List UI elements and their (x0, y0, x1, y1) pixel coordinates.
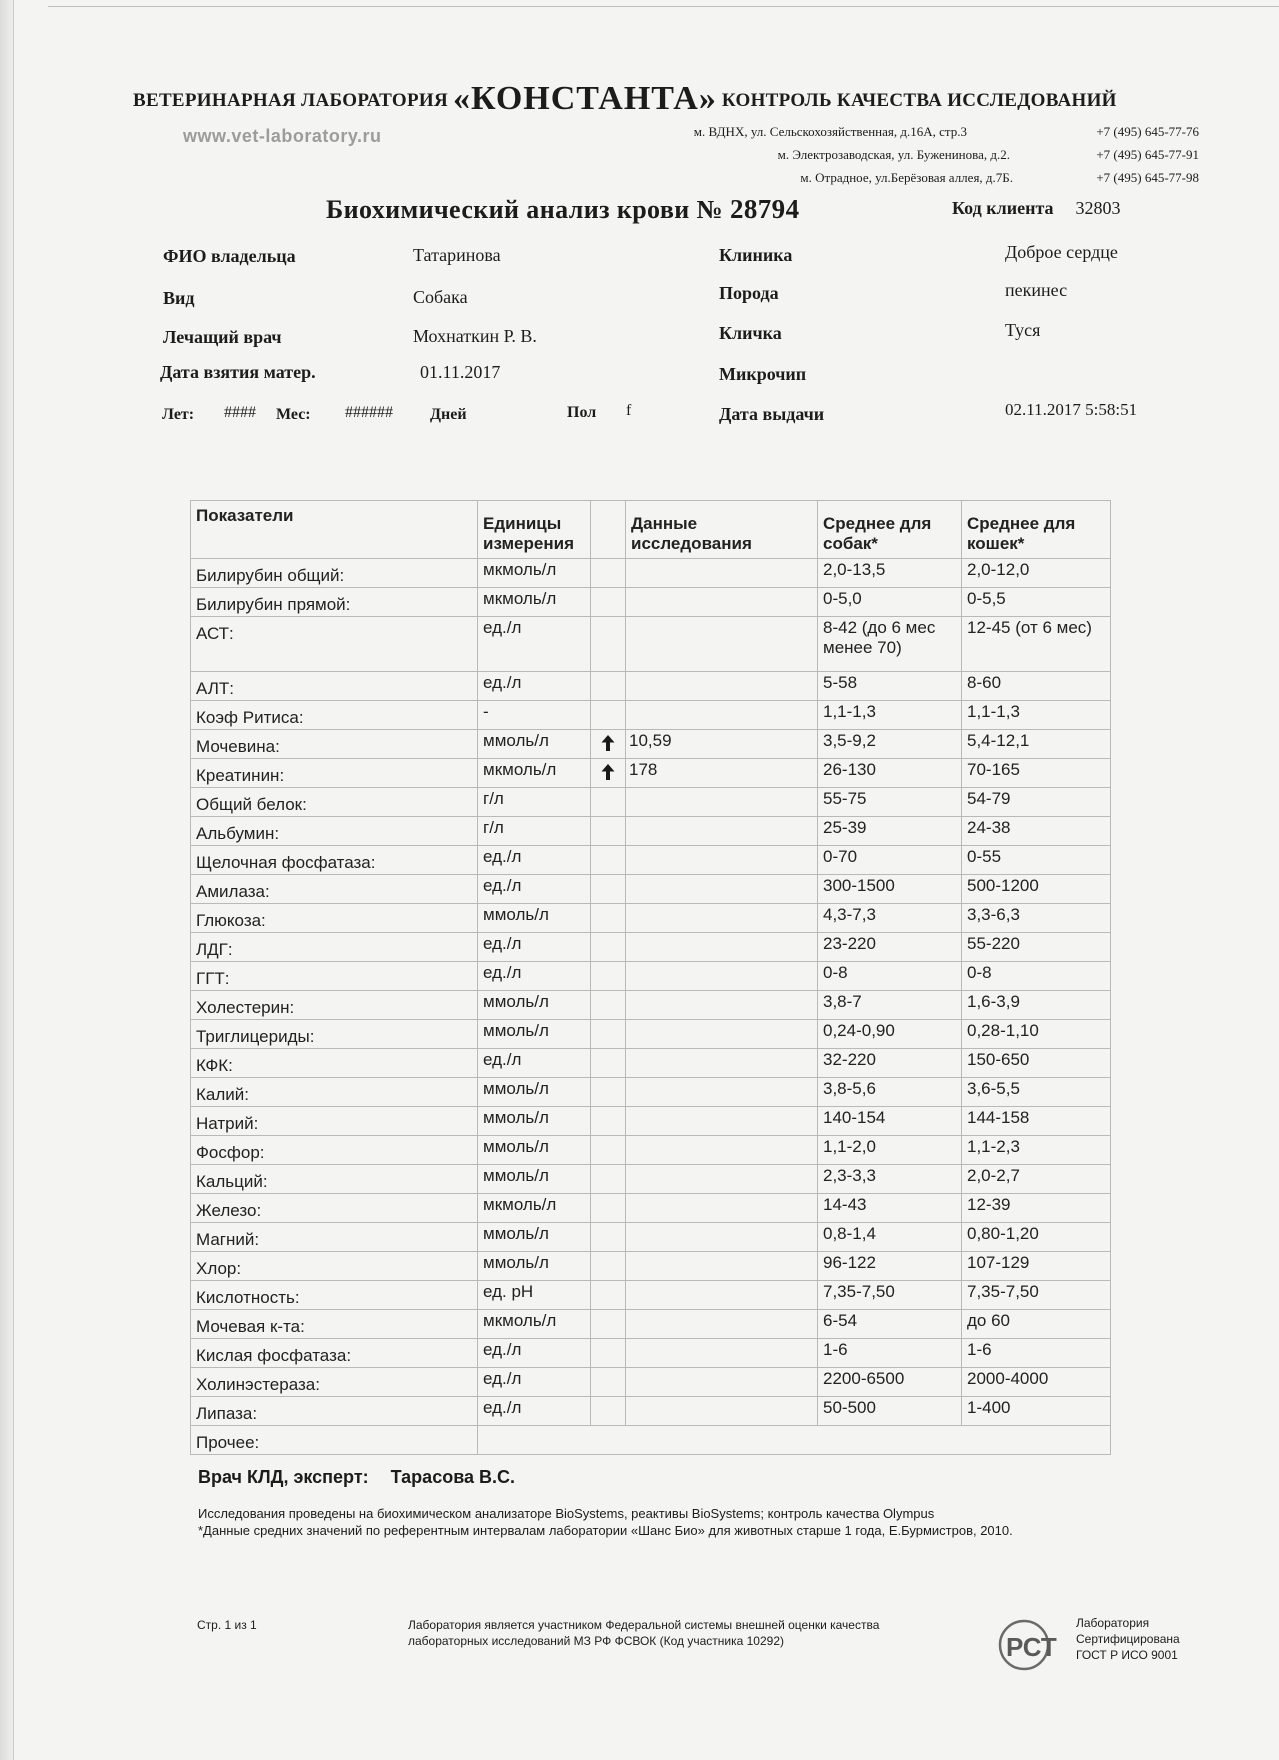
lab-website-link[interactable]: www.vet-laboratory.ru (183, 126, 382, 146)
dog-reference-cell: 5-58 (818, 672, 962, 701)
arrow-up-icon (600, 763, 616, 781)
table-row (191, 672, 1111, 701)
unit-cell: ед./л (478, 875, 591, 904)
indicator-name: Хлор: (191, 1252, 478, 1281)
dog-reference-cell: 50-500 (818, 1397, 962, 1426)
unit-cell: ед./л (478, 672, 591, 701)
dog-reference-cell: 0,24-0,90 (818, 1020, 962, 1049)
indicator-name: Триглицериды: (191, 1020, 478, 1049)
flag-cell (591, 1339, 626, 1368)
dog-reference-cell: 2,3-3,3 (818, 1165, 962, 1194)
data-value-cell (626, 991, 818, 1020)
phone-2: +7 (495) 645-77-91 (1096, 147, 1199, 162)
expert-name: Тарасова В.С. (390, 1467, 516, 1487)
expert-signature (198, 1467, 515, 1488)
cat-reference-cell: 1,6-3,9 (962, 991, 1111, 1020)
flag-cell (591, 1281, 626, 1310)
cat-reference-cell: 3,3-6,3 (962, 904, 1111, 933)
unit-cell: ммоль/л (478, 1078, 591, 1107)
table-row (191, 1252, 1111, 1281)
data-value-cell (626, 1397, 818, 1426)
sample-date-label: Дата взятия матер. (160, 362, 316, 382)
data-value-cell (626, 672, 818, 701)
document-number: 28794 (729, 194, 800, 224)
table-row (191, 1281, 1111, 1310)
data-value-cell (626, 1136, 818, 1165)
flag-cell (591, 730, 626, 759)
table-row (191, 846, 1111, 875)
years-label: Лет: (162, 406, 195, 423)
unit-cell: ммоль/л (478, 1165, 591, 1194)
fsvok-line-2: лабораторных исследований МЗ РФ ФСВОК (Код участника 10292) (408, 1634, 785, 1648)
client-code-label: Код клиента (952, 198, 1054, 218)
flag-cell (591, 875, 626, 904)
issue-date-value: 02.11.2017 5:58:51 (1005, 400, 1138, 419)
dog-reference-cell: 0-70 (818, 846, 962, 875)
results-table (190, 500, 1111, 1455)
cat-reference-cell: 107-129 (962, 1252, 1111, 1281)
dog-reference-cell: 55-75 (818, 788, 962, 817)
owner-value: Татаринова (413, 245, 501, 265)
indicator-name: Коэф Ритиса: (191, 701, 478, 730)
cat-reference-cell: 2,0-2,7 (962, 1165, 1111, 1194)
years-value: #### (224, 404, 256, 421)
breed-value: пекинес (1005, 280, 1068, 300)
phone-1: +7 (495) 645-77-76 (1096, 124, 1199, 139)
flag-cell (591, 788, 626, 817)
clinic-label: Клиника (719, 245, 793, 265)
unit-cell: г/л (478, 788, 591, 817)
clinic-value: Доброе сердце (1005, 242, 1118, 262)
flag-cell (591, 1136, 626, 1165)
other-value (478, 1426, 1111, 1455)
cat-reference-cell: 150-650 (962, 1049, 1111, 1078)
table-row (191, 817, 1111, 846)
months-label: Мес: (276, 406, 311, 423)
indicator-name: Билирубин общий: (191, 559, 478, 588)
cat-reference-cell: 1-400 (962, 1397, 1111, 1426)
flag-cell (591, 991, 626, 1020)
table-row (191, 617, 1111, 672)
flag-cell (591, 588, 626, 617)
cat-reference-cell: 144-158 (962, 1107, 1111, 1136)
data-value-cell (626, 1165, 818, 1194)
cat-reference-cell: 1-6 (962, 1339, 1111, 1368)
flag-cell (591, 701, 626, 730)
indicator-name: Магний: (191, 1223, 478, 1252)
header-data: Данные исследования (626, 501, 818, 559)
data-value-cell (626, 1194, 818, 1223)
flag-cell (591, 1310, 626, 1339)
indicator-name: Фосфор: (191, 1136, 478, 1165)
table-row (191, 991, 1111, 1020)
flag-cell (591, 1397, 626, 1426)
indicator-name: ГГТ: (191, 962, 478, 991)
dog-reference-cell: 7,35-7,50 (818, 1281, 962, 1310)
cert-line-1: Лаборатория (1076, 1616, 1150, 1630)
indicator-name: Железо: (191, 1194, 478, 1223)
flag-cell (591, 1107, 626, 1136)
indicator-name: ЛДГ: (191, 933, 478, 962)
months-value: ###### (345, 404, 393, 421)
cat-reference-cell: 0-8 (962, 962, 1111, 991)
cat-reference-cell: 12-39 (962, 1194, 1111, 1223)
dog-reference-cell: 26-130 (818, 759, 962, 788)
indicator-name: Калий: (191, 1078, 478, 1107)
cert-line-2: Сертифицирована (1076, 1632, 1180, 1646)
fsvok-line-1: Лаборатория является участником Федеральной системы внешней оценки качества (408, 1618, 880, 1632)
dog-reference-cell: 3,5-9,2 (818, 730, 962, 759)
indicator-name: Холестерин: (191, 991, 478, 1020)
cat-reference-cell: 0,28-1,10 (962, 1020, 1111, 1049)
dog-reference-cell: 1-6 (818, 1339, 962, 1368)
cat-reference-cell: 70-165 (962, 759, 1111, 788)
dog-reference-cell: 300-1500 (818, 875, 962, 904)
unit-cell: ммоль/л (478, 1252, 591, 1281)
table-row (191, 788, 1111, 817)
analyzer-note: Исследования проведены на биохимическом анализаторе BioSystems, реактивы BioSystems; контроль качества Olympus (198, 1506, 935, 1521)
data-value-cell (626, 1107, 818, 1136)
lab-title-suffix: КОНТРОЛЬ КАЧЕСТВА ИССЛЕДОВАНИЙ (721, 90, 1117, 111)
table-row (191, 1368, 1111, 1397)
table-row (191, 1223, 1111, 1252)
unit-cell: ед./л (478, 1049, 591, 1078)
table-row (191, 1194, 1111, 1223)
dog-reference-cell: 8-42 (до 6 мес менее 70) (818, 617, 962, 672)
data-value-cell (626, 904, 818, 933)
unit-cell: ммоль/л (478, 991, 591, 1020)
lab-title-prefix: ВЕТЕРИНАРНАЯ ЛАБОРАТОРИЯ (133, 90, 448, 111)
table-row (191, 1049, 1111, 1078)
flag-cell (591, 962, 626, 991)
table-row (191, 1136, 1111, 1165)
indicator-name: АЛТ: (191, 672, 478, 701)
dog-reference-cell: 140-154 (818, 1107, 962, 1136)
unit-cell: ммоль/л (478, 1020, 591, 1049)
address-1: м. ВДНХ, ул. Сельскохозяйственная, д.16А, стр.3 (693, 124, 967, 139)
header-dog-reference: Среднее для собак* (818, 501, 962, 559)
indicator-name: Глюкоза: (191, 904, 478, 933)
scan-edge (0, 0, 14, 1760)
data-value-cell (626, 1078, 818, 1107)
flag-cell (591, 1194, 626, 1223)
client-code-value: 32803 (1075, 198, 1121, 218)
cat-reference-cell: 0,80-1,20 (962, 1223, 1111, 1252)
indicator-name: Альбумин: (191, 817, 478, 846)
indicator-name: Щелочная фосфатаза: (191, 846, 478, 875)
issue-date-label: Дата выдачи (719, 404, 825, 424)
cat-reference-cell: 500-1200 (962, 875, 1111, 904)
dog-reference-cell: 0-8 (818, 962, 962, 991)
cat-reference-cell: 54-79 (962, 788, 1111, 817)
unit-cell: ед. pH (478, 1281, 591, 1310)
cat-reference-cell: 55-220 (962, 933, 1111, 962)
unit-cell: мкмоль/л (478, 1310, 591, 1339)
data-value-cell (626, 1310, 818, 1339)
table-row (191, 1165, 1111, 1194)
table-row (191, 759, 1111, 788)
unit-cell: ед./л (478, 962, 591, 991)
data-value-cell: 178 (626, 759, 818, 788)
table-row (191, 730, 1111, 759)
indicator-name: Мочевина: (191, 730, 478, 759)
data-value-cell (626, 701, 818, 730)
data-value-cell (626, 788, 818, 817)
unit-cell: ммоль/л (478, 1136, 591, 1165)
indicator-name: Липаза: (191, 1397, 478, 1426)
indicator-name: Холинэстераза: (191, 1368, 478, 1397)
dog-reference-cell: 23-220 (818, 933, 962, 962)
table-row (191, 933, 1111, 962)
indicator-name: Билирубин прямой: (191, 588, 478, 617)
data-value-cell (626, 617, 818, 672)
table-row (191, 875, 1111, 904)
indicator-name: Общий белок: (191, 788, 478, 817)
header-indicator: Показатели (191, 501, 478, 559)
data-value-cell (626, 846, 818, 875)
unit-cell: ммоль/л (478, 1107, 591, 1136)
table-row (191, 1107, 1111, 1136)
flag-cell (591, 1165, 626, 1194)
cat-reference-cell: 3,6-5,5 (962, 1078, 1111, 1107)
indicator-name: Натрий: (191, 1107, 478, 1136)
cat-reference-cell: 24-38 (962, 817, 1111, 846)
other-label: Прочее: (191, 1426, 478, 1455)
flag-cell (591, 846, 626, 875)
unit-cell: мкмоль/л (478, 759, 591, 788)
dog-reference-cell: 25-39 (818, 817, 962, 846)
doctor-label: Лечащий врач (163, 327, 282, 347)
dog-reference-cell: 3,8-7 (818, 991, 962, 1020)
reference-note: *Данные средних значений по референтным интервалам лаборатории «Шанс Био» для животных старше 1 года, Е.Бурмистров, 2010. (198, 1523, 1013, 1538)
dog-reference-cell: 32-220 (818, 1049, 962, 1078)
table-row (191, 1339, 1111, 1368)
cat-reference-cell: 7,35-7,50 (962, 1281, 1111, 1310)
table-row (191, 904, 1111, 933)
unit-cell: ед./л (478, 1339, 591, 1368)
data-value-cell (626, 1252, 818, 1281)
lab-name: «КОНСТАНТА» (453, 80, 717, 117)
data-value-cell (626, 1223, 818, 1252)
data-value-cell (626, 962, 818, 991)
unit-cell: мкмоль/л (478, 588, 591, 617)
unit-cell: ед./л (478, 1397, 591, 1426)
flag-cell (591, 1252, 626, 1281)
owner-label: ФИО владельца (163, 246, 296, 266)
dog-reference-cell: 4,3-7,3 (818, 904, 962, 933)
dog-reference-cell: 1,1-1,3 (818, 701, 962, 730)
data-value-cell (626, 1339, 818, 1368)
sex-value: f (626, 402, 632, 419)
data-value-cell (626, 559, 818, 588)
species-label: Вид (163, 288, 195, 308)
expert-label: Врач КЛД, эксперт: (198, 1467, 369, 1487)
cat-reference-cell: до 60 (962, 1310, 1111, 1339)
indicator-name: Амилаза: (191, 875, 478, 904)
cat-reference-cell: 8-60 (962, 672, 1111, 701)
data-value-cell (626, 1020, 818, 1049)
unit-cell: ед./л (478, 617, 591, 672)
dog-reference-cell: 1,1-2,0 (818, 1136, 962, 1165)
pet-name-label: Кличка (719, 323, 782, 343)
unit-cell: ммоль/л (478, 1223, 591, 1252)
dog-reference-cell: 6-54 (818, 1310, 962, 1339)
data-value-cell (626, 817, 818, 846)
lab-title (133, 80, 1117, 118)
unit-cell: мкмоль/л (478, 1194, 591, 1223)
indicator-name: Кальций: (191, 1165, 478, 1194)
rst-logo-icon (994, 1614, 1066, 1674)
data-value-cell (626, 588, 818, 617)
table-header-row (191, 501, 1111, 559)
table-row (191, 559, 1111, 588)
dog-reference-cell: 0,8-1,4 (818, 1223, 962, 1252)
flag-cell (591, 904, 626, 933)
species-value: Собака (413, 287, 468, 307)
indicator-name: Кислая фосфатаза: (191, 1339, 478, 1368)
dog-reference-cell: 14-43 (818, 1194, 962, 1223)
page-number: Стр. 1 из 1 (197, 1618, 257, 1632)
cat-reference-cell: 2,0-12,0 (962, 559, 1111, 588)
header-cat-reference: Среднее для кошек* (962, 501, 1111, 559)
cat-reference-cell: 12-45 (от 6 мес) (962, 617, 1111, 672)
flag-cell (591, 1223, 626, 1252)
table-row-other (191, 1426, 1111, 1455)
header-flag (591, 501, 626, 559)
cat-reference-cell: 0-55 (962, 846, 1111, 875)
unit-cell: мкмоль/л (478, 559, 591, 588)
table-row (191, 701, 1111, 730)
flag-cell (591, 817, 626, 846)
unit-cell: г/л (478, 817, 591, 846)
flag-cell (591, 617, 626, 672)
arrow-up-icon (600, 734, 616, 752)
data-value-cell (626, 933, 818, 962)
unit-cell: ммоль/л (478, 730, 591, 759)
dog-reference-cell: 2200-6500 (818, 1368, 962, 1397)
days-label: Дней (430, 406, 467, 423)
flag-cell (591, 1078, 626, 1107)
cat-reference-cell: 5,4-12,1 (962, 730, 1111, 759)
cert-line-3: ГОСТ Р ИСО 9001 (1076, 1648, 1178, 1662)
document-title-text: Биохимический анализ крови № (326, 195, 724, 224)
address-3: м. Отрадное, ул.Берёзовая аллея, д.7Б. (800, 170, 1013, 185)
table-row (191, 1078, 1111, 1107)
phone-3: +7 (495) 645-77-98 (1096, 170, 1199, 185)
data-value-cell (626, 1049, 818, 1078)
unit-cell: ммоль/л (478, 904, 591, 933)
cat-reference-cell: 1,1-2,3 (962, 1136, 1111, 1165)
indicator-name: Кислотность: (191, 1281, 478, 1310)
table-row (191, 588, 1111, 617)
flag-cell (591, 1020, 626, 1049)
flag-cell (591, 559, 626, 588)
data-value-cell: 10,59 (626, 730, 818, 759)
dog-reference-cell: 2,0-13,5 (818, 559, 962, 588)
rst-logo-text: РСТ (1006, 1632, 1057, 1662)
doctor-value: Мохнаткин Р. В. (413, 326, 537, 346)
flag-cell (591, 759, 626, 788)
document-title (326, 194, 799, 225)
table-row (191, 1020, 1111, 1049)
table-body (191, 559, 1111, 1455)
flag-cell (591, 1368, 626, 1397)
data-value-cell (626, 875, 818, 904)
cat-reference-cell: 1,1-1,3 (962, 701, 1111, 730)
unit-cell: ед./л (478, 1368, 591, 1397)
dog-reference-cell: 0-5,0 (818, 588, 962, 617)
data-value-cell (626, 1281, 818, 1310)
scan-top-line (48, 6, 1279, 10)
indicator-name: КФК: (191, 1049, 478, 1078)
indicator-name: Мочевая к-та: (191, 1310, 478, 1339)
pet-name-value: Туся (1005, 320, 1041, 340)
dog-reference-cell: 3,8-5,6 (818, 1078, 962, 1107)
sex-label: Пол (567, 404, 597, 421)
client-code (952, 198, 1121, 219)
data-value-cell (626, 1368, 818, 1397)
address-2: м. Электрозаводская, ул. Буженинова, д.2. (777, 147, 1010, 162)
flag-cell (591, 933, 626, 962)
unit-cell: ед./л (478, 846, 591, 875)
dog-reference-cell: 96-122 (818, 1252, 962, 1281)
unit-cell: - (478, 701, 591, 730)
header-unit: Единицы измерения (478, 501, 591, 559)
flag-cell (591, 1049, 626, 1078)
flag-cell (591, 672, 626, 701)
cat-reference-cell: 0-5,5 (962, 588, 1111, 617)
table-row (191, 1310, 1111, 1339)
microchip-label: Микрочип (719, 364, 807, 384)
unit-cell: ед./л (478, 933, 591, 962)
sample-date-value: 01.11.2017 (420, 362, 501, 382)
breed-label: Порода (719, 283, 779, 303)
indicator-name: АСТ: (191, 617, 478, 672)
table-row (191, 1397, 1111, 1426)
cat-reference-cell: 2000-4000 (962, 1368, 1111, 1397)
table-row (191, 962, 1111, 991)
indicator-name: Креатинин: (191, 759, 478, 788)
